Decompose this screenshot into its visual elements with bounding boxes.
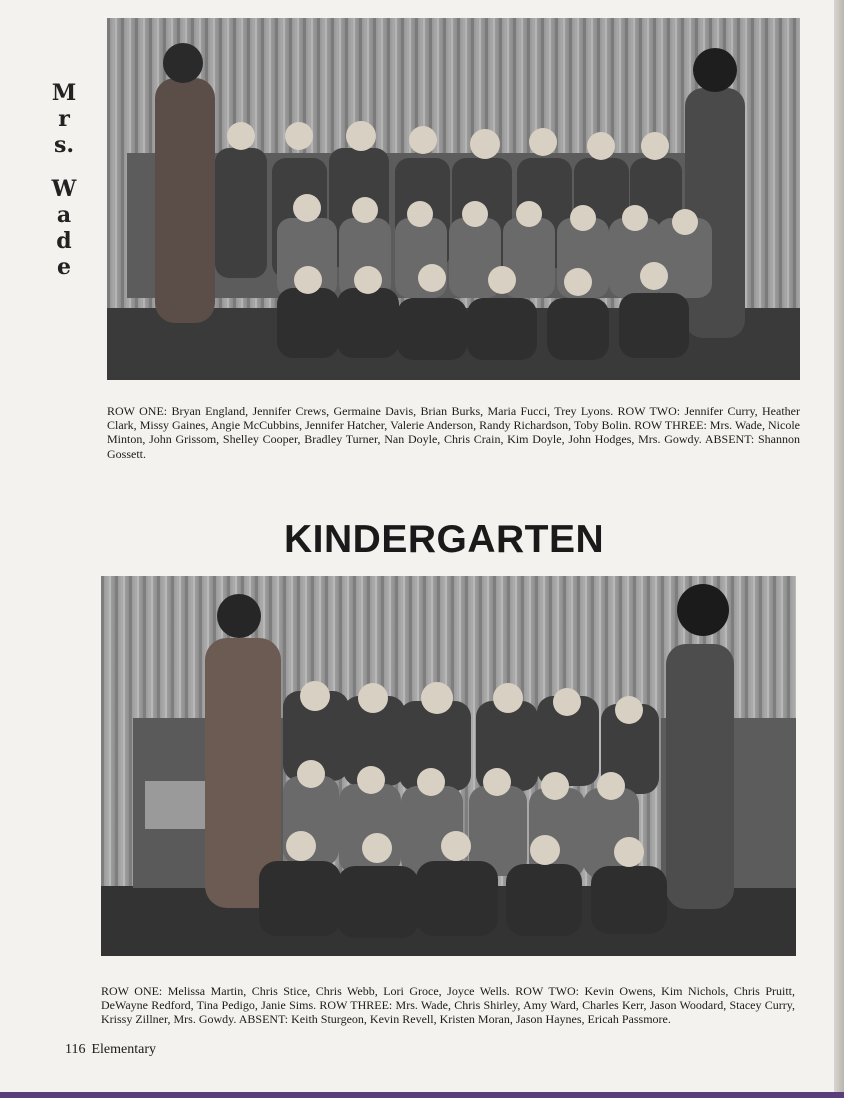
vertical-letter: d	[56, 228, 72, 254]
vertical-letter: W	[51, 176, 77, 202]
page-footer	[65, 1042, 156, 1058]
page-edge	[834, 0, 844, 1098]
class-photo-top-image	[107, 18, 800, 380]
bottom-edge	[0, 1092, 844, 1098]
page-number: 116	[65, 1042, 86, 1057]
vertical-letter: r	[58, 106, 70, 132]
photo-caption-bottom: ROW ONE: Melissa Martin, Chris Stice, Chris Webb, Lori Groce, Joyce Wells. ROW TWO: Kevin Owens, Kim Nichols, Chris Pruitt, DeWayne Redford, Tina Pedigo, Janie Sims. ROW THREE: Mrs. Wade, Chris Shirley, Amy Ward, Charles Kerr, Jason Woodard, Stacey Curry, Krissy Zillner, Mrs. Gowdy. ABSENT: Keith Sturgeon, Kevin Revell, Kristen Moran, Jason Haynes, Ericah Passmore.	[101, 984, 795, 1027]
vertical-letter: a	[56, 202, 72, 228]
section-title: KINDERGARTEN	[284, 518, 605, 561]
vertical-letter: e	[57, 254, 71, 280]
footer-section: Elementary	[91, 1042, 157, 1057]
class-photo-top	[107, 18, 800, 380]
photo-caption-top: ROW ONE: Bryan England, Jennifer Crews, Germaine Davis, Brian Burks, Maria Fucci, Trey Lyons. ROW TWO: Jennifer Curry, Heather Clark, Missy Gaines, Angie McCubbins, Jennifer Hatcher, Valerie Anderson, Randy Richardson, Toby Bolin. ROW THREE: Mrs. Wade, Nicole Minton, John Grissom, Shelley Cooper, Bradley Turner, Nan Doyle, Chris Crain, Kim Doyle, John Hodges, Mrs. Gowdy. ABSENT: Shannon Gossett.	[107, 404, 800, 461]
teacher-name-vertical	[44, 80, 84, 280]
class-photo-bottom-image	[101, 576, 796, 956]
vertical-letter: M	[51, 80, 77, 106]
vertical-letter: s.	[53, 132, 75, 158]
class-photo-bottom	[101, 576, 796, 956]
